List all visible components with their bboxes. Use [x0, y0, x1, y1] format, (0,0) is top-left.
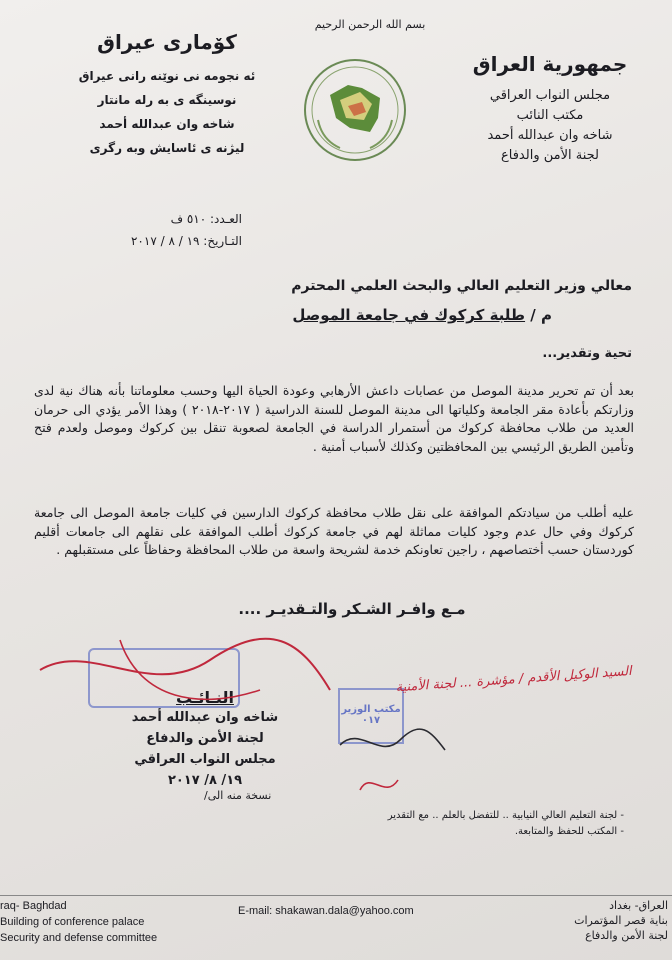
- subject-line: [112, 306, 552, 324]
- footer-email: [238, 905, 478, 917]
- header-parliament-ar: مجلس النواب العراقي: [489, 88, 611, 103]
- number-label: العـدد:: [210, 212, 242, 226]
- subject-text: طلبة كركوك في جامعة الموصل: [292, 306, 526, 324]
- copies-item-1: - لجنة التعليم العالي النيابية .. للتفضل بالعلم .. مع التقدير: [387, 810, 624, 821]
- header-office-ar: مكتب النائب: [516, 108, 584, 123]
- reference-block: [12, 208, 242, 252]
- number-value: ٥١٠ ف: [170, 212, 207, 226]
- footer-ar-line2: بناية قصر المؤتمرات: [574, 914, 668, 927]
- signature-title: النـائـب: [176, 688, 234, 707]
- header-committee-ku: لیژنه ى ئاسایش وبه رگرى: [89, 141, 245, 155]
- email-label: E-mail:: [238, 905, 273, 917]
- addressee: معالي وزير التعليم العالي والبحث العلمي المحترم: [291, 278, 632, 294]
- footer-address-en: [0, 898, 180, 946]
- header-office-ku: نوسینگه ى به رله مانتار: [97, 93, 237, 107]
- header-arabic: [450, 52, 650, 166]
- footer-en-line3: Security and defense committee: [0, 932, 158, 944]
- body-paragraph-2: عليه أطلب من سيادتكم الموافقة على نقل طلاب محافظة كركوك الدارسين في كليات جامعة الموصل الى جامعة كركوك وفي حال عدم وجود كليات مماثلة لهم في جامعة كركوك أطلب الموافقة على نقلهم الى جامعات أقليم كوردستان حسب أختصاصهم ، راجين تعاونكم خدمة لشريحة واسعة من طلاب المحافظة وحفاظاً على مستقبلهم .: [34, 505, 634, 557]
- footer-address-ar: [528, 898, 668, 943]
- copies-item-2: - المكتب للحفظ والمتابعة.: [514, 826, 624, 837]
- footer-en-line2: Building of conference palace: [0, 916, 145, 928]
- handwritten-note: السيد الوكيل الأقدم / مؤشرة ... لجنة الأمنية: [395, 663, 633, 696]
- footer-ar-line3: لجنة الأمن والدفاع: [585, 929, 668, 942]
- stamp-text: مكتب الوزير ٠١٧: [341, 704, 401, 726]
- signature-block: [110, 688, 300, 791]
- parliament-emblem-icon: [300, 40, 410, 180]
- header-country-ku: كۆمارى عیراق: [97, 30, 237, 54]
- copies-heading: نسخة منه الى/: [204, 789, 272, 802]
- header-name-ar: شاخه وان عبدالله أحمد: [487, 128, 613, 143]
- subject-prefix: م /: [530, 306, 552, 324]
- header-country-ar: جمهورية العراق: [472, 52, 628, 76]
- closing-thanks: مـع وافـر الشـكر والتـقديـر ....: [238, 600, 466, 618]
- copies-block: [204, 788, 624, 840]
- body-paragraph-1: بعد أن تم تحرير مدينة الموصل من عصابات داعش الأرهابي وعودة الحياة اليها وحسب معلوماتنا بأنه هناك نية لدى وزارتكم بأعادة مقر الجامعة وكلياتها الى مدينة الموصل للسنة الدراسية ( ٢٠١٧-٢٠١٨ ) وهذا الأمر يؤدي الى حرمان العديد من طلاب محافظة كركوك من أستمرار الدراسة في الجامعة لصعوبة تنقل بين كركوك وموصل ولعدم فتح وتأمين الطريق الرئيسي بين المحافظتين وكذلك لأسباب أمنية .: [34, 383, 634, 454]
- signature-council: مجلس النواب العراقي: [134, 752, 276, 767]
- footer-en-line1: raq- Baghdad: [0, 900, 67, 912]
- footer-divider: [0, 895, 672, 896]
- date-label: التـاريخ:: [203, 234, 242, 248]
- signature-committee: لجنة الأمن والدفاع: [146, 731, 264, 746]
- date-value: ١٩ / ٨ / ٢٠١٧: [130, 234, 200, 248]
- header-parliament-ku: ئه نجومه نى نوێنه رانى عیراق: [78, 69, 256, 83]
- header-kurdish: [62, 30, 272, 160]
- email-address[interactable]: shakawan.dala@yahoo.com: [275, 905, 414, 917]
- signature-name: شاخه وان عبدالله أحمد: [131, 710, 279, 725]
- signature-date: ١٩/ ٨/ ٢٠١٧: [167, 773, 243, 788]
- header-committee-ar: لجنة الأمن والدفاع: [500, 148, 599, 163]
- greeting: تحية وتقدير...: [542, 346, 632, 361]
- header-name-ku: شاخه وان عبدالله أحمد: [99, 117, 235, 131]
- footer-ar-line1: العراق- بغداد: [609, 899, 668, 912]
- bismillah: بسم الله الرحمن الرحيم: [314, 18, 426, 31]
